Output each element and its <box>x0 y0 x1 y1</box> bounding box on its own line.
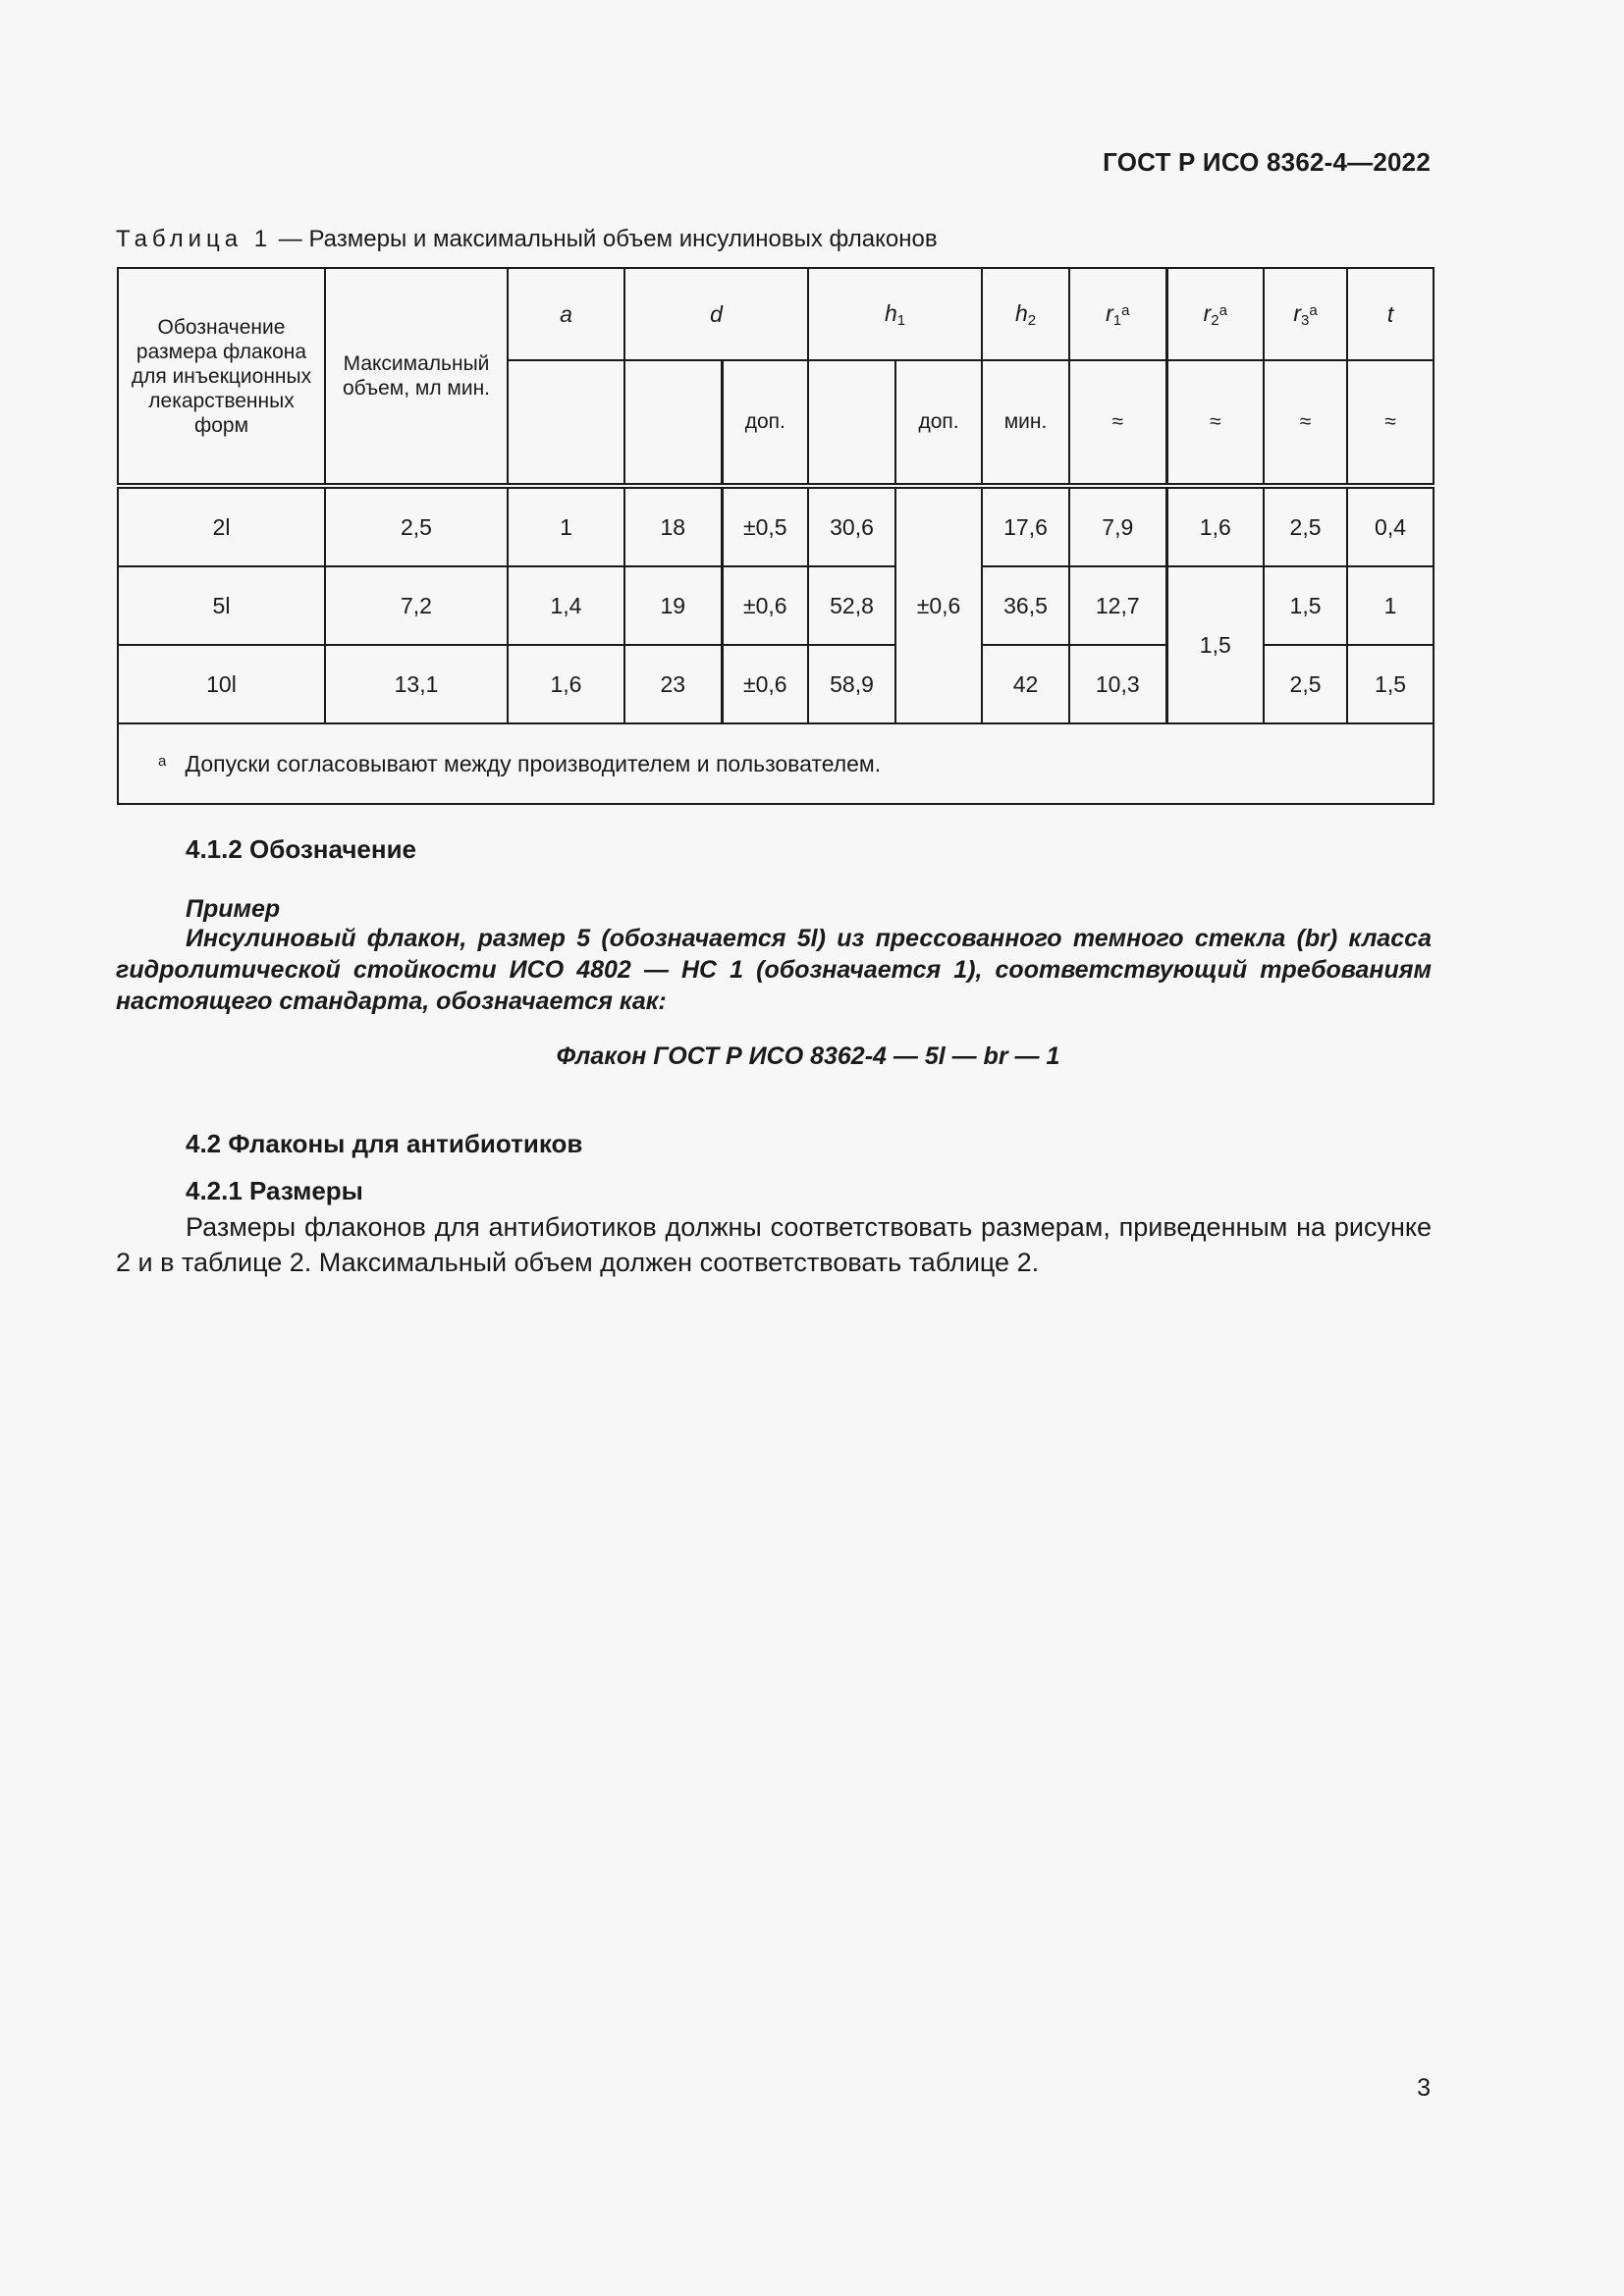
header-h2 <box>982 268 1069 360</box>
footnote-mark: a <box>1218 301 1227 319</box>
table-footnote <box>118 723 1434 804</box>
subscript-2: 2 <box>1027 311 1037 329</box>
symbol-d: d <box>710 300 723 327</box>
cell-h2: 17,6 <box>982 486 1069 566</box>
table-caption-text: Размеры и максимальный объем инсулиновых флаконов <box>308 226 938 252</box>
example-label: Пример <box>186 895 281 923</box>
symbol-t: t <box>1386 300 1394 327</box>
subheader-a-empty <box>508 360 624 486</box>
symbol-r: r <box>1293 299 1302 326</box>
document-code: ГОСТ Р ИСО 8362-4—2022 <box>1103 147 1431 177</box>
subheader-r1-approx: ≈ <box>1069 360 1166 486</box>
cell-r1: 7,9 <box>1069 486 1166 566</box>
cell-r1: 12,7 <box>1069 566 1166 645</box>
table-row <box>118 486 1434 566</box>
cell-a: 1 <box>508 486 624 566</box>
example-text: Инсулиновый флакон, размер 5 (обозначается 5l) из прессованного темного стекла (br) класса гидролитической стойкости ИСО 4802 — НС 1 (обозначается 1), соответствующий требованиям настоящего стандарта, обозначается как: <box>116 925 1432 1015</box>
subheader-h1-empty <box>808 360 895 486</box>
table-row <box>118 566 1434 645</box>
section-4-2-title: 4.2 Флаконы для антибиотиков <box>186 1129 583 1158</box>
header-r3 <box>1264 268 1347 360</box>
cell-volume: 13,1 <box>325 645 508 723</box>
cell-r3: 2,5 <box>1264 486 1347 566</box>
subheader-d-tol: доп. <box>722 360 808 486</box>
symbol-r: r <box>1106 299 1113 326</box>
subheader-h1-tol: доп. <box>895 360 982 486</box>
cell-t: 1,5 <box>1347 645 1434 723</box>
designation-example: Флакон ГОСТ Р ИСО 8362-4 — 5l — br — 1 <box>556 1042 1060 1070</box>
cell-d: 23 <box>624 645 722 723</box>
header-t <box>1347 268 1434 360</box>
subheader-h2-min: мин. <box>982 360 1069 486</box>
header-size-designation: Обозначение размера флакона для инъекционных лекарственных форм <box>118 268 325 486</box>
cell-h2: 36,5 <box>982 566 1069 645</box>
page-number: 3 <box>1417 2074 1431 2102</box>
footnote-mark: a <box>158 752 167 770</box>
cell-d: 19 <box>624 566 722 645</box>
subscript-2: 2 <box>1211 311 1219 329</box>
cell-d: 18 <box>624 486 722 566</box>
footnote-mark: a <box>1121 301 1130 319</box>
cell-h1: 58,9 <box>808 645 895 723</box>
cell-size: 2l <box>118 486 325 566</box>
cell-size: 5l <box>118 566 325 645</box>
cell-volume: 7,2 <box>325 566 508 645</box>
subheader-r3-approx: ≈ <box>1264 360 1347 486</box>
cell-h2: 42 <box>982 645 1069 723</box>
cell-d-tol: ±0,5 <box>722 486 808 566</box>
table-caption-dash: — <box>272 226 309 252</box>
cell-r1: 10,3 <box>1069 645 1166 723</box>
subheader-t-approx: ≈ <box>1347 360 1434 486</box>
cell-volume: 2,5 <box>325 486 508 566</box>
cell-t: 1 <box>1347 566 1434 645</box>
header-h1 <box>808 268 982 360</box>
cell-d-tol: ±0,6 <box>722 645 808 723</box>
footnote-mark: a <box>1309 301 1318 319</box>
cell-a: 1,4 <box>508 566 624 645</box>
section-4-2-1-title: 4.2.1 Размеры <box>186 1176 363 1205</box>
cell-r2: 1,6 <box>1166 486 1264 566</box>
section-4-1-2-title: 4.1.2 Обозначение <box>186 834 417 864</box>
header-d <box>624 268 808 360</box>
table-caption <box>116 226 938 253</box>
vial-dimensions-table <box>117 267 1435 805</box>
subscript-1: 1 <box>1112 311 1122 329</box>
cell-r3: 2,5 <box>1264 645 1347 723</box>
cell-a: 1,6 <box>508 645 624 723</box>
header-r1 <box>1069 268 1166 360</box>
header-a <box>508 268 624 360</box>
subheader-d-empty <box>624 360 722 486</box>
cell-d-tol: ±0,6 <box>722 566 808 645</box>
symbol-h: h <box>884 299 897 326</box>
header-r2 <box>1166 268 1264 360</box>
table-caption-prefix: Таблица 1 <box>116 226 273 252</box>
cell-t: 0,4 <box>1347 486 1434 566</box>
subscript-1: 1 <box>896 311 906 329</box>
cell-size: 10l <box>118 645 325 723</box>
cell-r2-merged: 1,5 <box>1166 566 1264 723</box>
footnote-text: Допуски согласовывают между производителем и пользователем. <box>185 750 882 776</box>
section-4-2-1-text: Размеры флаконов для антибиотиков должны соответствовать размерам, приведенным на рисунке 2 и в таблице 2. Максимальный объем должен соответствовать таблице 2. <box>116 1212 1432 1277</box>
cell-r3: 1,5 <box>1264 566 1347 645</box>
subheader-r2-approx: ≈ <box>1166 360 1264 486</box>
cell-h1: 30,6 <box>808 486 895 566</box>
cell-h1: 52,8 <box>808 566 895 645</box>
symbol-r: r <box>1203 299 1212 326</box>
symbol-h: h <box>1014 299 1028 326</box>
symbol-a: a <box>560 300 572 327</box>
cell-h1-tol-merged: ±0,6 <box>895 486 982 723</box>
header-max-volume: Максимальный объем, мл мин. <box>325 268 508 486</box>
subscript-3: 3 <box>1301 311 1310 329</box>
